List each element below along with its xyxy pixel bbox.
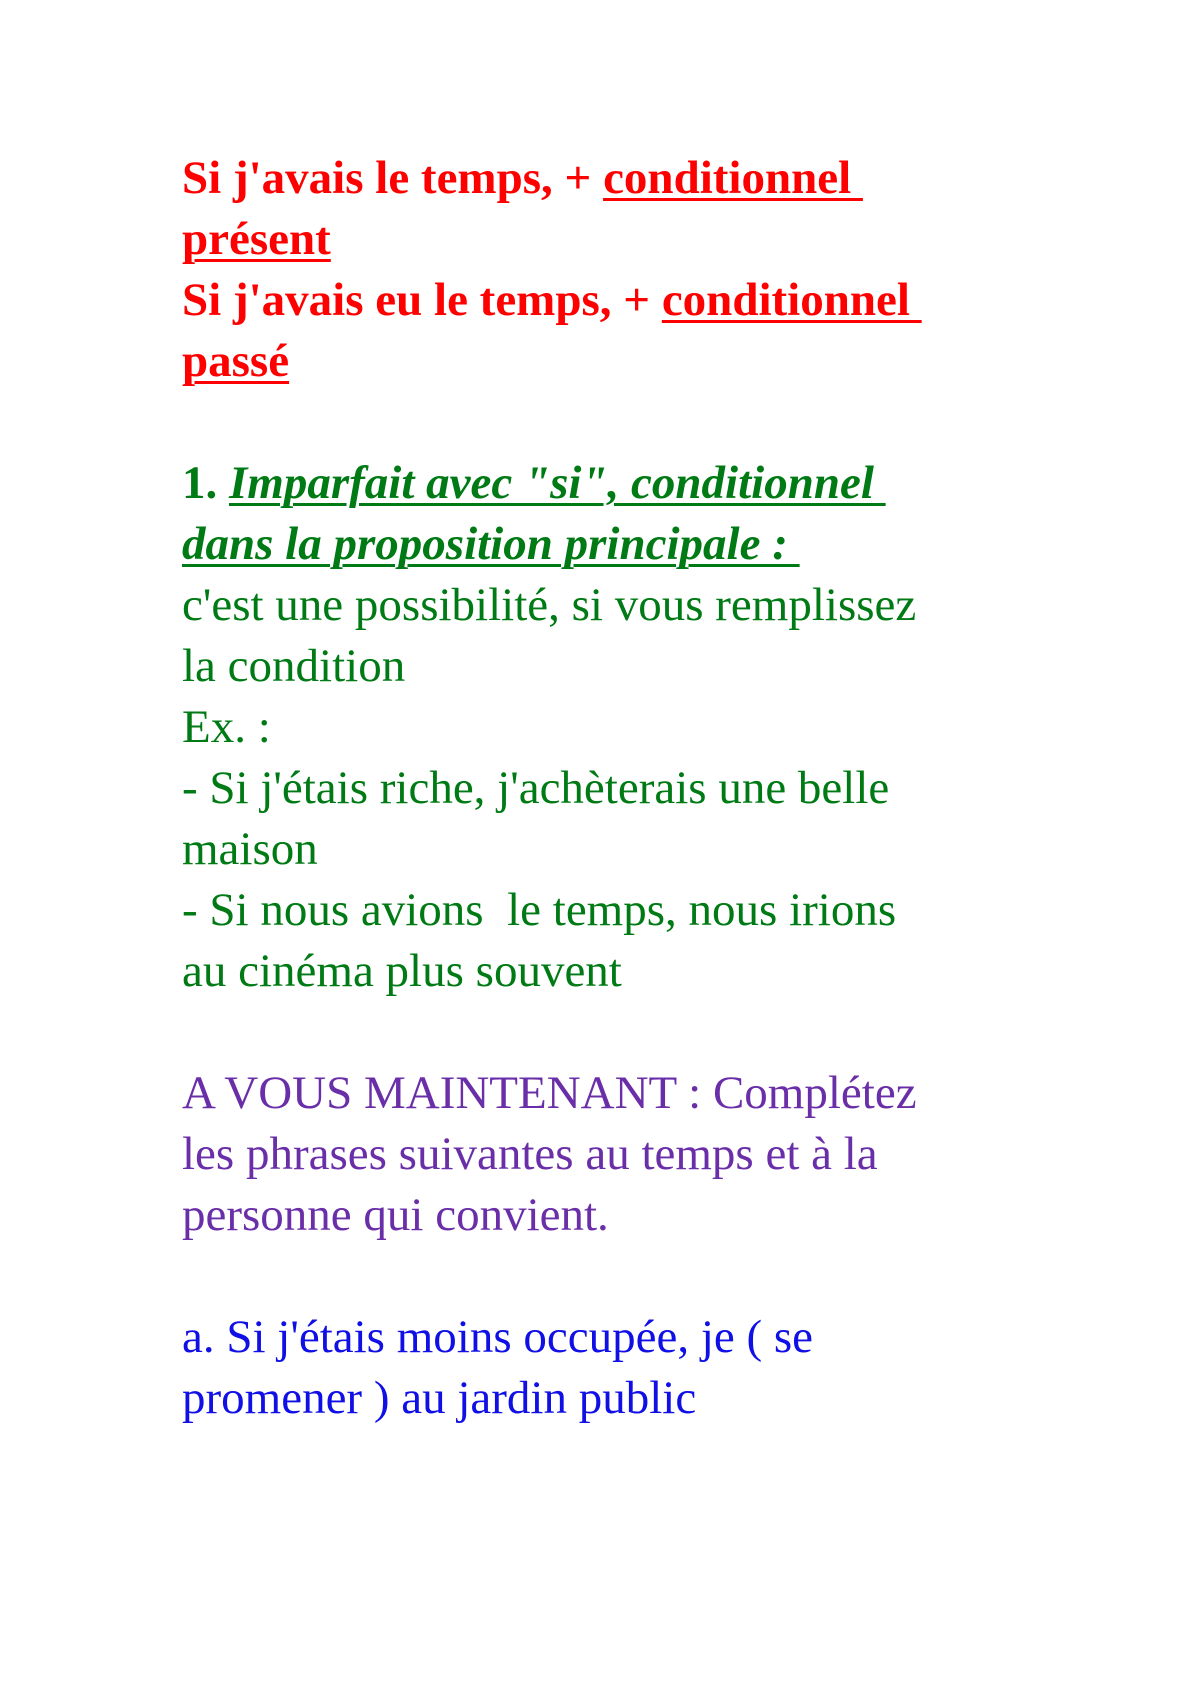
rule-4-underlined: passé [182, 335, 290, 387]
section-1-desc-1: c'est une possibilité, si vous remplissez [182, 579, 917, 631]
rule-2-underlined: présent [182, 213, 331, 265]
rule-line-3 [182, 270, 1082, 331]
spacer [182, 1002, 1082, 1063]
rule-1-prefix: Si j'avais le temps, + [182, 152, 604, 204]
exercise-item-a-line-1: a. Si j'étais moins occupée, je ( se [182, 1311, 814, 1363]
example-label: Ex. : [182, 701, 271, 753]
spacer [182, 1246, 1082, 1307]
example-2-line-1: - Si nous avions le temps, nous irions [182, 884, 897, 936]
rule-line-1 [182, 148, 1082, 209]
example-2-line-2: au cinéma plus souvent [182, 945, 622, 997]
instruction-line-3: personne qui convient. [182, 1189, 609, 1241]
section-1-title-part-1: Imparfait avec "si", conditionnel [229, 457, 886, 509]
spacer [182, 392, 1082, 453]
section-1-desc-2: la condition [182, 640, 406, 692]
document-content [182, 148, 1082, 1429]
example-1-line-2: maison [182, 823, 318, 875]
section-1-number: 1. [182, 457, 229, 509]
instruction-line-1: A VOUS MAINTENANT : Complétez [182, 1067, 917, 1119]
rule-line-4 [182, 331, 1082, 392]
exercise-item-a-line-2: promener ) au jardin public [182, 1372, 697, 1424]
example-1-line-1: - Si j'étais riche, j'achèterais une belle [182, 762, 890, 814]
rule-1-underlined: conditionnel [603, 152, 863, 204]
section-1-heading [182, 453, 1082, 514]
instruction-line-2: les phrases suivantes au temps et à la [182, 1128, 878, 1180]
section-1-title-part-2: dans la proposition principale : [182, 518, 800, 570]
rule-line-2 [182, 209, 1082, 270]
rule-3-underlined: conditionnel [661, 274, 922, 326]
rule-3-prefix: Si j'avais eu le temps, + [182, 274, 662, 326]
